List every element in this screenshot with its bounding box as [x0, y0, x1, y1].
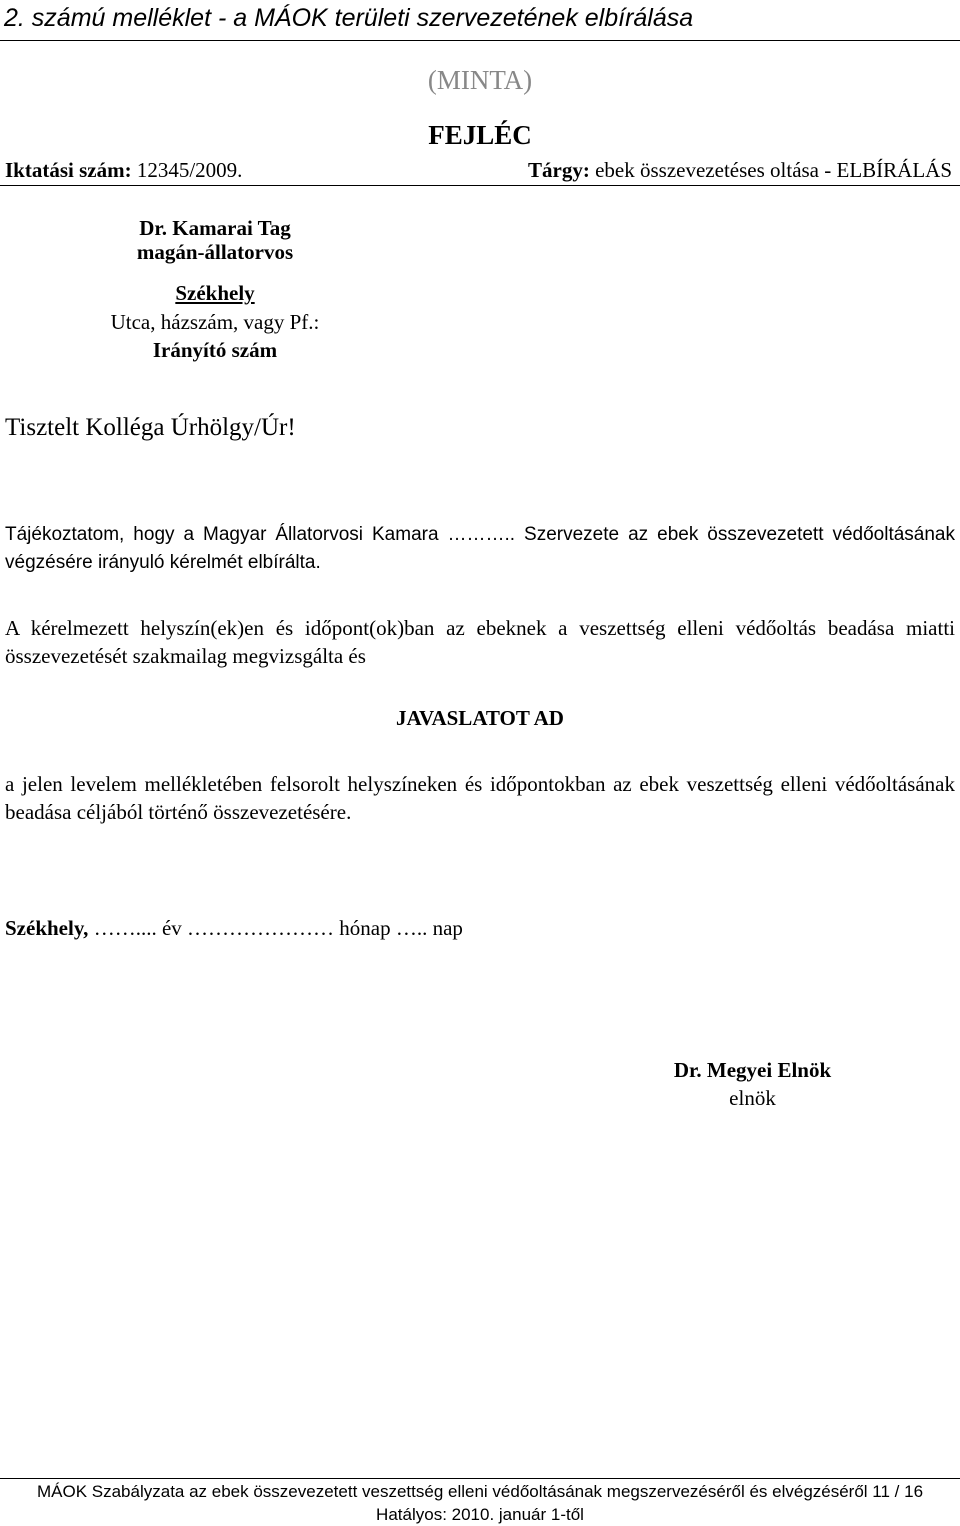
footer-effective-date: Hatályos: 2010. január 1-től	[376, 1505, 584, 1524]
header-divider	[0, 185, 960, 186]
paragraph-review-text: A kérelmezett helyszín(ek)en és időpont(ok)ban az ebeknek a veszettség elleni védőoltás beadása miatti összevezetését szakmailag megvizsgálta és	[5, 616, 955, 668]
reference-number	[5, 158, 242, 183]
recipient-title: magán-állatorvos	[136, 240, 294, 264]
date-blanks: …….... év ………………… hónap ….. nap	[88, 916, 463, 940]
annex-title: 2. számú melléklet - a MÁOK területi szervezetének elbírálása	[4, 4, 694, 32]
salutation: Tisztelt Kolléga Úrhölgy/Úr!	[5, 414, 296, 441]
signatory-name: Dr. Megyei Elnök	[673, 1058, 832, 1082]
sample-label: (MINTA)	[427, 65, 533, 95]
recipient-street: Utca, házszám, vagy Pf.:	[110, 310, 320, 334]
proposal-heading: JAVASLATOT AD	[396, 706, 564, 730]
footer-divider	[0, 1478, 960, 1479]
header-label: FEJLÉC	[428, 120, 532, 150]
reference-number-label: Iktatási szám:	[5, 158, 132, 182]
recipient-seat: Székhely	[175, 281, 255, 305]
subject-line	[528, 158, 952, 183]
date-place-label: Székhely,	[5, 916, 89, 940]
date-line	[5, 916, 463, 941]
recipient-name: Dr. Kamarai Tag	[139, 216, 291, 240]
reference-number-value: 12345/2009.	[131, 158, 243, 182]
subject-label: Tárgy:	[528, 158, 590, 182]
paragraph-notification	[5, 521, 955, 577]
recipient-zip: Irányító szám	[152, 338, 278, 362]
paragraph-decision-text: a jelen levelem mellékletében felsorolt helyszíneken és időpontokban az ebek veszettség elleni védőoltásának beadása céljából történő összevezetésére.	[5, 772, 955, 824]
footer-document-title: MÁOK Szabályzata az ebek összevezetett veszettség elleni védőoltásának megszervezéséről és elvégzéséről 11 / 16	[36, 1482, 924, 1501]
signatory-role: elnök	[729, 1086, 776, 1110]
paragraph-notification-text: Tájékoztatom, hogy a Magyar Állatorvosi Kamara ……….. Szervezete az ebek összevezetett védőoltásának végzésére irányuló kérelmét elbírálta.	[5, 524, 955, 573]
subject-value: ebek összevezetéses oltása - ELBÍRÁLÁS	[589, 158, 952, 182]
top-divider	[0, 40, 960, 41]
paragraph-review	[5, 614, 955, 670]
paragraph-decision	[5, 770, 955, 826]
